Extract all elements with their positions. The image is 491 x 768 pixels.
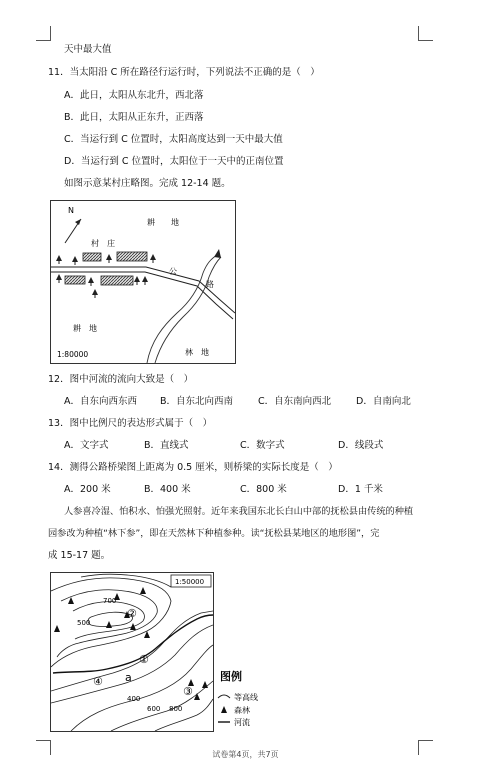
- legend-item-forest: 森林: [234, 706, 250, 715]
- house-block: [65, 276, 85, 284]
- q13-option-b: B．直线式: [144, 440, 189, 451]
- legend-svg: [214, 668, 294, 734]
- q12-option-a: A．自东向西东西: [64, 396, 137, 407]
- house-block: [83, 253, 101, 261]
- legend-title: 图例: [220, 670, 242, 683]
- letter-a-label: a: [125, 671, 132, 684]
- q12-option-d: D．自南向北: [356, 396, 411, 407]
- q11-option-c: C．当运行到 C 位置时，太阳高度达到一天中最大值: [64, 134, 283, 145]
- question-14: 14．测得公路桥梁图上距离为 0.5 厘米，则桥梁的实际长度是（ ）: [48, 462, 338, 473]
- point-label-4: ④: [93, 675, 103, 688]
- village-map: [50, 200, 236, 364]
- point-label-1: ①: [139, 653, 149, 666]
- contour-legend-icon: [218, 695, 230, 698]
- point-label-3: ③: [183, 685, 193, 698]
- point-label-2: ②: [127, 607, 137, 620]
- page-footer: 试卷第4页，共7页: [212, 750, 279, 759]
- house-block: [101, 276, 133, 285]
- intro-15-17-line2: 园参改为种植“林下参”，即在天然林下种植参种。读“抚松县某地区的地形图”，完: [48, 528, 380, 539]
- house-block: [117, 252, 147, 261]
- village-label: 村 庄: [91, 239, 115, 248]
- contour-label: 800: [169, 705, 183, 713]
- q14-options: [64, 484, 383, 496]
- q13-option-c: C．数字式: [240, 440, 285, 451]
- q13-option-a: A．文字式: [64, 440, 109, 451]
- question-11: 11．当太阳沿 C 所在路径行运行时，下列说法不正确的是（ ）: [48, 67, 320, 78]
- north-label: N: [68, 206, 74, 215]
- q12-option-c: C．自东南向西北: [258, 396, 332, 407]
- contour-label: 400: [127, 695, 141, 703]
- intro-15-17-line1: 人参喜冷湿、怕积水、怕强光照射。近年来我国东北长白山中部的抚松县由传统的种植: [64, 506, 414, 517]
- q11-option-a: A．此日，太阳从东北升，西北落: [64, 90, 204, 101]
- q12-options: [64, 396, 411, 408]
- question-12: 12．图中河流的流向大致是（ ）: [48, 374, 194, 385]
- legend-item-river: 河流: [234, 718, 250, 727]
- map-legend: [214, 668, 294, 734]
- north-arrow-icon: [65, 219, 81, 243]
- road-label-1: 公: [169, 267, 177, 276]
- road-label-2: 路: [206, 280, 214, 289]
- forest-label: 林 地: [185, 348, 209, 357]
- crop-mark-top-left: [36, 26, 51, 41]
- q12-option-b: B．自东北向西南: [160, 396, 234, 407]
- river-arrow-icon: [214, 249, 221, 258]
- topographic-map-svg: [51, 573, 213, 731]
- farmland-label-top: 耕 地: [147, 218, 179, 227]
- continued-text: 天中最大值: [64, 44, 112, 55]
- contour-label: 700: [103, 597, 117, 605]
- village-map-svg: [51, 201, 235, 363]
- contour-label: 500: [77, 619, 91, 627]
- q14-option-b: B．400 米: [144, 484, 191, 495]
- road-line-1: [51, 267, 235, 313]
- intro-15-17-line3: 成 15-17 题。: [48, 550, 111, 561]
- intro-12-14: 如图示意某村庄略图。完成 12-14 题。: [64, 178, 231, 189]
- q11-option-d: D．当运行到 C 位置时，太阳位于一天中的正南位置: [64, 156, 284, 167]
- q14-option-a: A．200 米: [64, 484, 111, 495]
- contour-lines: [51, 574, 213, 731]
- scale-label: 1:80000: [57, 350, 89, 359]
- contour-label: 600: [147, 705, 161, 713]
- crop-mark-top-right: [418, 26, 433, 41]
- forest-legend-icon: [221, 706, 227, 713]
- q13-option-d: D．线段式: [338, 440, 384, 451]
- scale-label: 1:50000: [175, 578, 205, 586]
- q14-option-d: D．1 千米: [338, 484, 383, 495]
- q13-options: [64, 440, 383, 452]
- topographic-map: [50, 572, 214, 732]
- q11-option-b: B．此日，太阳从正东升，正西落: [64, 112, 204, 123]
- legend-item-contour: 等高线: [234, 693, 258, 702]
- river-line-1: [147, 255, 217, 363]
- q14-option-c: C．800 米: [240, 484, 287, 495]
- farmland-label-left: 耕 地: [73, 324, 97, 333]
- question-13: 13．图中比例尺的表达形式属于（ ）: [48, 418, 213, 429]
